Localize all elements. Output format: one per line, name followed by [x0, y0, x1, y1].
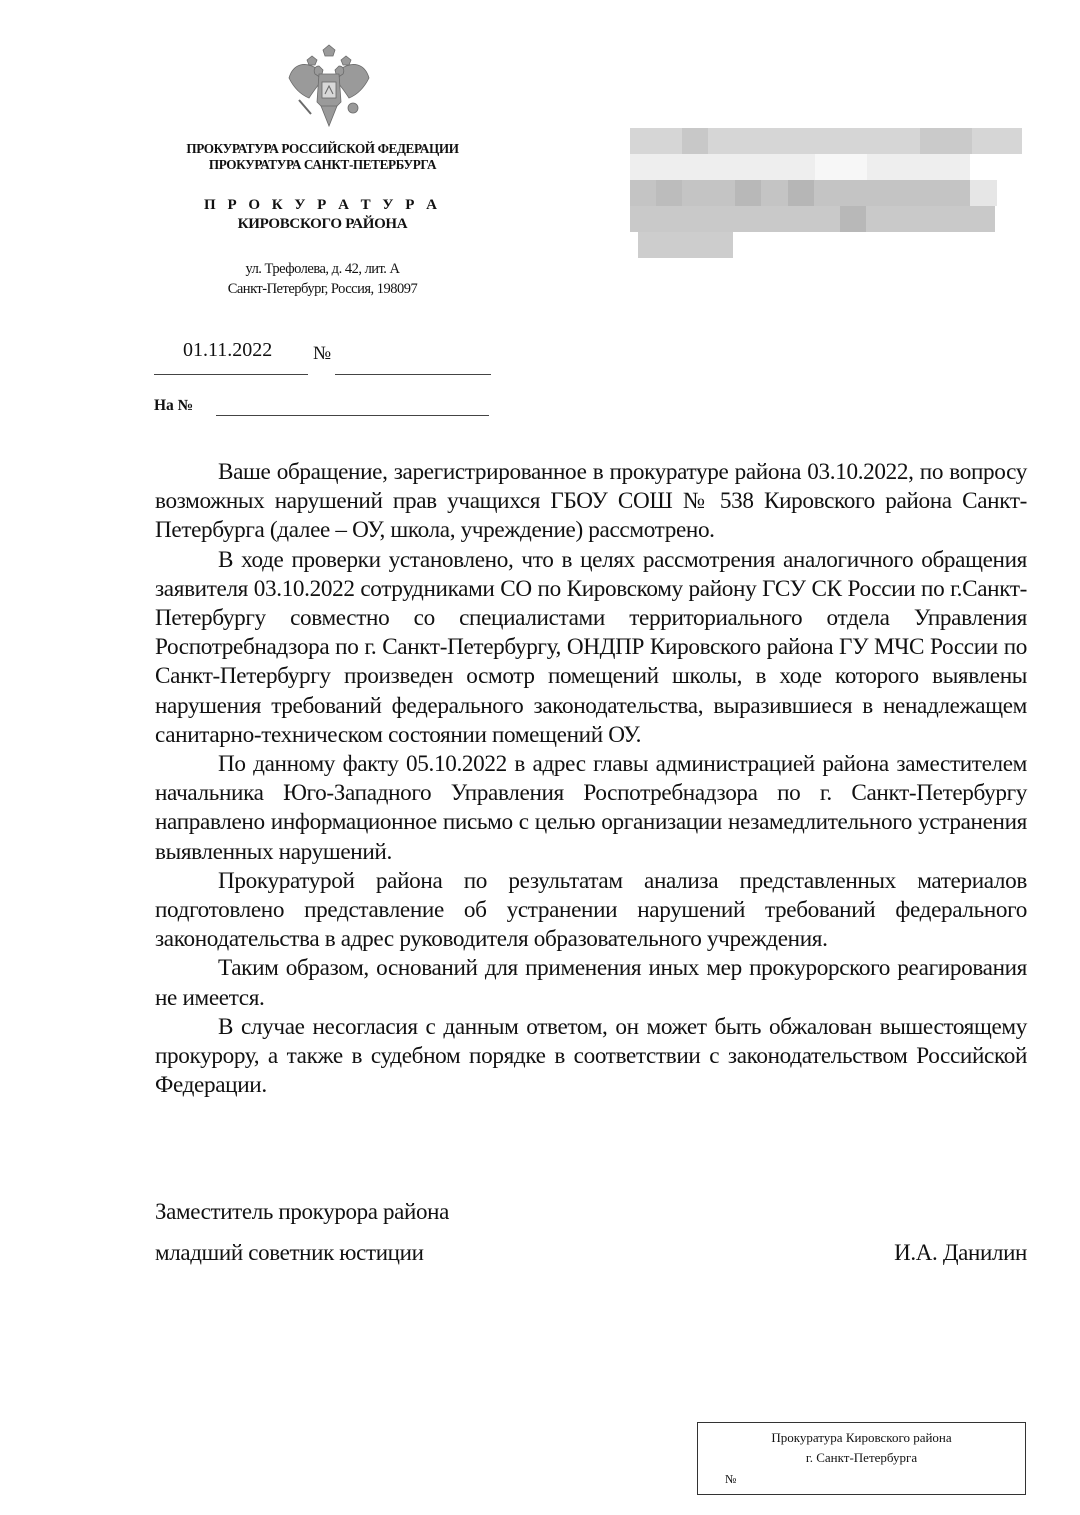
address-street: ул. Трефолева, д. 42, лит. А: [245, 261, 400, 277]
stamp-city: г. Санкт-Петербурга: [805, 1450, 918, 1465]
signatory-position: Заместитель прокурора района: [155, 1199, 449, 1224]
body-paragraph: Ваше обращение, зарегистрированное в прокуратуре района 03.10.2022, по вопросу возможных нарушений прав учащихся ГБОУ СОШ № 538 Кировского района Санкт-Петербурга (далее – ОУ, школа, учреждение) рассмотрено.: [155, 459, 1027, 544]
reference-number-label: На №: [154, 397, 194, 414]
address-city: Санкт-Петербург, Россия, 198097: [227, 281, 418, 297]
outgoing-number-label: №: [313, 343, 332, 364]
date-underline: [154, 374, 308, 375]
body-paragraph: Таким образом, оснований для применения иных мер прокурорского реагирования не имеется.: [155, 955, 1027, 1011]
org-name-city: ПРОКУРАТУРА САНКТ-ПЕТЕРБУРГА: [208, 157, 437, 172]
signatory-rank: младший советник юстиции: [155, 1240, 424, 1265]
dept-title: П Р О К У Р А Т У Р А: [204, 197, 441, 213]
dept-district: КИРОВСКОГО РАЙОНА: [237, 216, 408, 232]
stamp-org: Прокуратура Кировского района: [771, 1430, 952, 1445]
body-paragraph: В случае несогласия с данным ответом, он может быть обжалован вышестоящему прокурору, а также в судебном порядке в соответствии с законодательством Российской Федерации.: [155, 1013, 1027, 1099]
registration-stamp: [697, 1422, 1026, 1495]
body-paragraph: В ходе проверки установлено, что в целях рассмотрения аналогичного обращения заявителя 03.10.2022 сотрудниками СО по Кировскому району ГСУ СК России по г.Санкт-Петербургу совместно со специалистами территориального отдела Управления Роспотребнадзора по г. Санкт-Петербургу, ОНДПР Кировского района ГУ МЧС России по Санкт-Петербургу произведен осмотр помещений школы, в ходе которого выявлены нарушения требований федерального законодательства, выразившиеся в ненадлежащем санитарно-техническом состоянии помещений ОУ.: [155, 546, 1027, 748]
stamp-number-label: №: [725, 1472, 737, 1486]
signatory-name: И.А. Данилин: [894, 1240, 1027, 1265]
outgoing-date: 01.11.2022: [183, 339, 273, 361]
redacted-recipient-block: [630, 128, 1025, 260]
letter-body: [155, 458, 1027, 1100]
reference-number-underline: [216, 415, 489, 416]
body-paragraph: Прокуратурой района по результатам анализа представленных материалов подготовлено представление об устранении нарушений требований федерального законодательства в адрес руководителя образовательного учреждения.: [155, 867, 1027, 953]
body-paragraph: По данному факту 05.10.2022 в адрес главы администрацией района заместителем начальника Юго-Западного Управления Роспотребнадзора по г. Санкт-Петербургу направлено информационное письмо с целью организации незамедлительного устранения выявленных нарушений.: [155, 751, 1027, 865]
org-name-federation: ПРОКУРАТУРА РОССИЙСКОЙ ФЕДЕРАЦИИ: [186, 141, 459, 156]
russian-coat-of-arms-icon: [283, 42, 375, 134]
number-underline: [335, 374, 491, 375]
